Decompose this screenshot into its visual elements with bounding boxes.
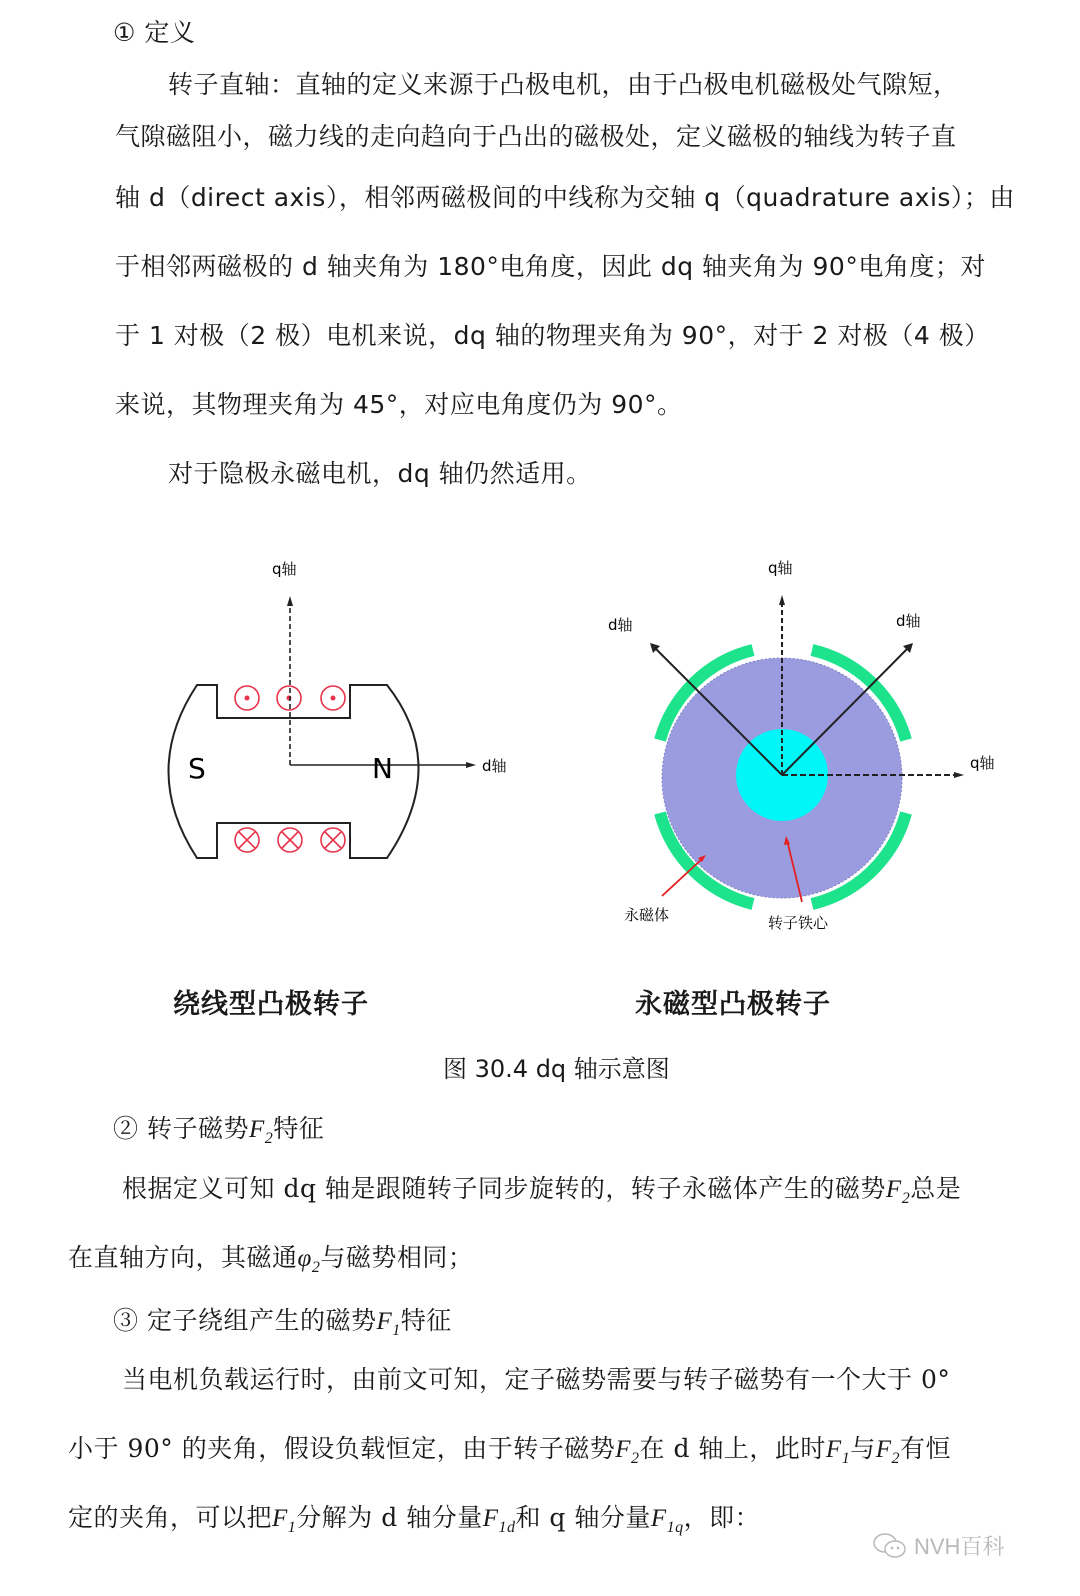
south-pole-label: S [188,752,206,785]
paragraph-line: 于相邻两磁极的 d 轴夹角为 180°电角度，因此 dq 轴夹角为 90°电角度；对 [115,252,986,281]
section-heading-definition: ① 定义 [113,18,196,47]
watermark-text: NVH百科 [914,1534,1005,1559]
figure-title: 图 30.4 dq 轴示意图 [443,1055,670,1083]
magnet-label: 永磁体 [624,906,670,924]
section-heading-stator-mmf: ③ 定子绕组产生的磁势$F_1$特征 [113,1306,452,1339]
paragraph-line: 气隙磁阻小，磁力线的走向趋向于凸出的磁极处，定义磁极的轴线为转子直 [115,122,957,151]
d-axis-right-label: d轴 [896,612,921,630]
wechat-icon [872,1532,908,1560]
caption-wound-rotor: 绕线型凸极转子 [173,989,369,1020]
d-axis-left-label: d轴 [608,616,633,634]
paragraph-line: 定的夹角，可以把$F_1$分解为 d 轴分量$F_{1d}$和 q 轴分量$F_{1q}$，即： [68,1503,761,1536]
q-axis-top-label: q轴 [768,559,793,577]
paragraph-line: 轴 d（direct axis），相邻两磁极间的中线称为交轴 q（quadrature axis）；由 [115,183,1015,212]
math-var: $F_2$ [248,1116,274,1147]
section-heading-rotor-mmf: ② 转子磁势$F_2$特征 [113,1114,325,1147]
watermark [872,1530,1004,1561]
rotor-core-label: 转子铁心 [768,914,829,932]
north-pole-label: N [372,752,393,785]
wound-salient-rotor-diagram [150,540,550,880]
pm-salient-rotor-diagram [590,540,1010,950]
paragraph-line: 对于隐极永磁电机，dq 轴仍然适用。 [168,459,592,488]
paragraph-line: 当电机负载运行时，由前文可知，定子磁势需要与转子磁势有一个大于 0° [122,1365,951,1394]
q-axis-label: q轴 [272,560,297,578]
paragraph-line: 小于 90° 的夹角，假设负载恒定，由于转子磁势$F_2$在 d 轴上，此时$F_1$与$F_2$有恒 [68,1434,951,1467]
d-axis-label: d轴 [482,757,507,775]
q-axis-right-label: q轴 [970,754,995,772]
paragraph-line: 转子直轴：直轴的定义来源于凸极电机，由于凸极电机磁极处气隙短， [168,70,959,99]
coil-in-icon [235,828,345,852]
paragraph-line: 在直轴方向，其磁通$\varphi_2$与磁势相同； [68,1243,474,1276]
paragraph-line: 根据定义可知 dq 轴是跟随转子同步旋转的，转子永磁体产生的磁势$F_2$总是 [122,1174,962,1207]
paragraph-line: 于 1 对极（2 极）电机来说，dq 轴的物理夹角为 90°，对于 2 对极（4 极） [115,321,990,350]
paragraph-line: 来说，其物理夹角为 45°，对应电角度仍为 90°。 [115,390,683,419]
caption-pm-rotor: 永磁型凸极转子 [635,989,831,1020]
